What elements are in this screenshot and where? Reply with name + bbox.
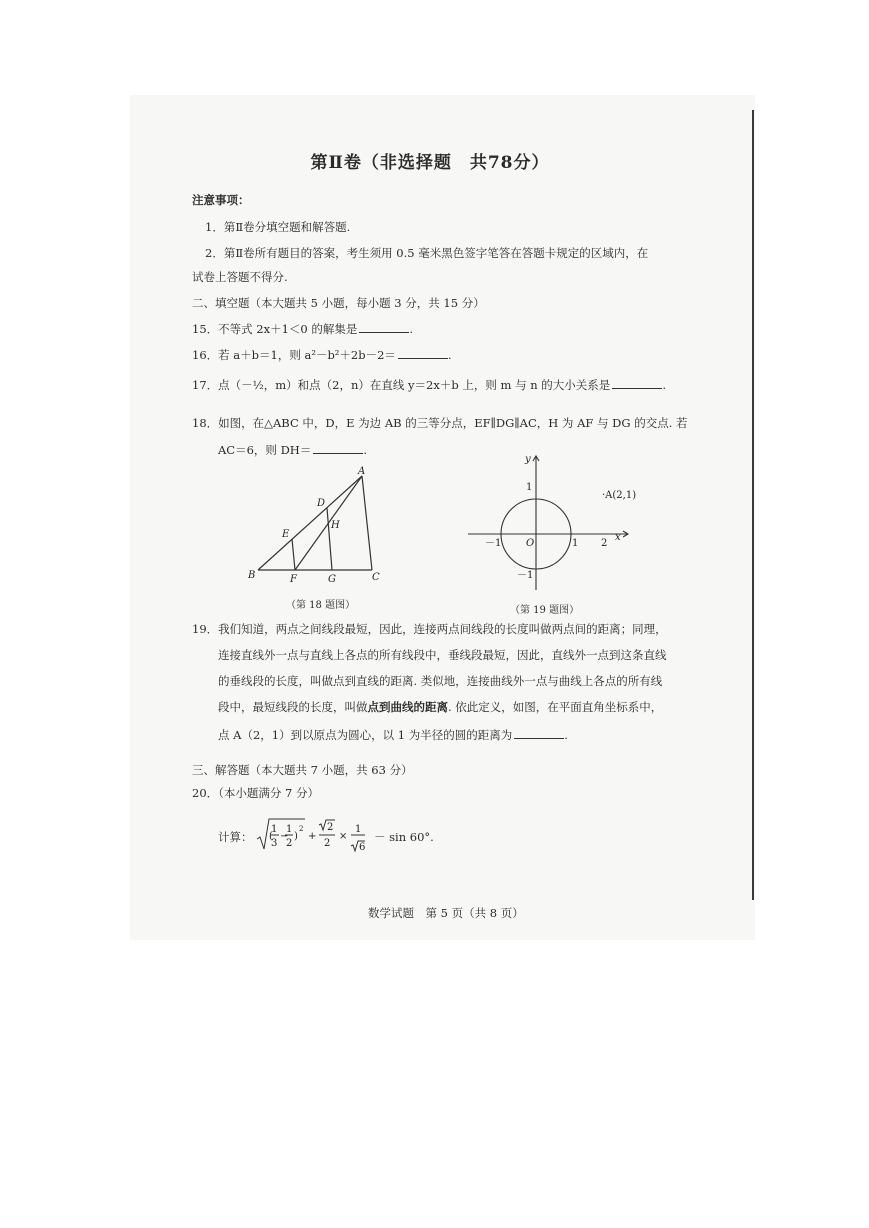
svg-text:+: + — [308, 831, 317, 842]
tick-y-minus-1: －1 — [517, 570, 534, 581]
axis-x-label: x — [615, 532, 621, 543]
svg-text:1: 1 — [286, 824, 293, 835]
answer-blank — [612, 378, 662, 389]
svg-text:1: 1 — [271, 824, 278, 835]
section3-heading: 三、解答题（本大题共 7 小题，共 63 分） — [192, 763, 413, 777]
svg-text:2: 2 — [286, 838, 293, 849]
svg-text:(: ( — [269, 831, 273, 842]
label-B: B — [248, 570, 256, 581]
page-border-line — [752, 110, 754, 900]
answer-blank — [514, 728, 564, 739]
figure-18-caption: （第 18 题图） — [286, 600, 356, 611]
label-D: D — [317, 498, 326, 509]
answer-blank — [359, 322, 409, 333]
figure-19-caption: （第 19 题图） — [510, 605, 580, 616]
page-title: 第Ⅱ卷（非选择题 共78分） — [310, 153, 550, 173]
svg-text:2: 2 — [299, 825, 304, 833]
point-A-label: ·A(2,1) — [602, 490, 637, 501]
axis-y-label: y — [525, 454, 531, 465]
question-16: 16．若 a＋b＝1，则 a²－b²＋2b－2＝ . — [192, 348, 452, 362]
question-20-label: 计算： — [218, 830, 253, 844]
label-A: A — [358, 466, 366, 477]
question-20-heading: 20．（本小题满分 7 分） — [192, 786, 320, 800]
svg-text:6: 6 — [359, 842, 366, 853]
svg-text:−: − — [280, 831, 289, 842]
svg-text:2: 2 — [324, 838, 331, 849]
label-C: C — [372, 572, 380, 583]
label-G: G — [328, 574, 336, 585]
notes-heading: 注意事项： — [192, 193, 250, 207]
question-17: 17．点（－½，m）和点（2，n）在直线 y＝2x＋b 上，则 m 与 n 的大小关系是 . — [192, 378, 666, 392]
origin-label: O — [526, 538, 535, 549]
question-15: 15．不等式 2x＋1＜0 的解集是 . — [192, 322, 414, 336]
notes-item-2b: 试卷上答题不得分. — [192, 270, 288, 284]
tick-x-2: 2 — [601, 538, 608, 549]
tick-y-1: 1 — [526, 482, 533, 493]
question-19-line1: 19．我们知道，两点之间线段最短，因此，连接两点间线段的长度叫做两点间的距离；同理， — [192, 622, 667, 636]
figure-19-coordinate-plane — [468, 452, 638, 594]
question-20-tail: － sin 60°. — [374, 830, 434, 844]
question-18-line1: 18．如图，在△ABC 中，D，E 为边 AB 的三等分点，EF∥DG∥AC，H 为 AF 与 DG 的交点. 若 — [192, 416, 688, 430]
question-20-expression — [255, 815, 375, 857]
section2-heading: 二、填空题（本大题共 5 小题，每小题 3 分，共 15 分） — [192, 296, 485, 310]
notes-item-2a: 2．第Ⅱ卷所有题目的答案，考生须用 0.5 毫米黑色签字笔答在答题卡规定的区域内，在 — [205, 246, 649, 260]
svg-text:2: 2 — [327, 822, 334, 833]
svg-text:1: 1 — [355, 824, 362, 835]
question-19-line5: 点 A（2，1）到以原点为圆心，以 1 为半径的圆的距离为 . — [218, 728, 568, 742]
tick-x-minus-1: －1 — [485, 538, 502, 549]
svg-text:3: 3 — [271, 838, 278, 849]
answer-blank — [313, 443, 363, 454]
question-19-line2: 连接直线外一点与直线上各点的所有线段中，垂线段最短，因此，直线外一点到这条直线 — [218, 648, 667, 662]
question-18-line2: AC＝6，则 DH＝ . — [218, 443, 367, 457]
svg-text:×: × — [339, 831, 348, 842]
page-footer: 数学试题 第 5 页（共 8 页） — [368, 906, 524, 920]
tick-x-1: 1 — [572, 538, 579, 549]
label-E: E — [282, 529, 290, 540]
svg-text:): ) — [294, 831, 298, 842]
question-19-line4: 段中，最短线段的长度，叫做点到曲线的距离. 依此定义，如图，在平面直角坐标系中， — [218, 700, 663, 714]
answer-blank — [398, 348, 448, 359]
label-F: F — [290, 574, 297, 585]
figure-18-triangle — [240, 462, 400, 587]
notes-item-1: 1．第Ⅱ卷分填空题和解答题. — [205, 220, 351, 234]
label-H: H — [331, 520, 340, 531]
question-19-line3: 的垂线段的长度，叫做点到直线的距离. 类似地，连接曲线外一点与曲线上各点的所有线 — [218, 674, 663, 688]
